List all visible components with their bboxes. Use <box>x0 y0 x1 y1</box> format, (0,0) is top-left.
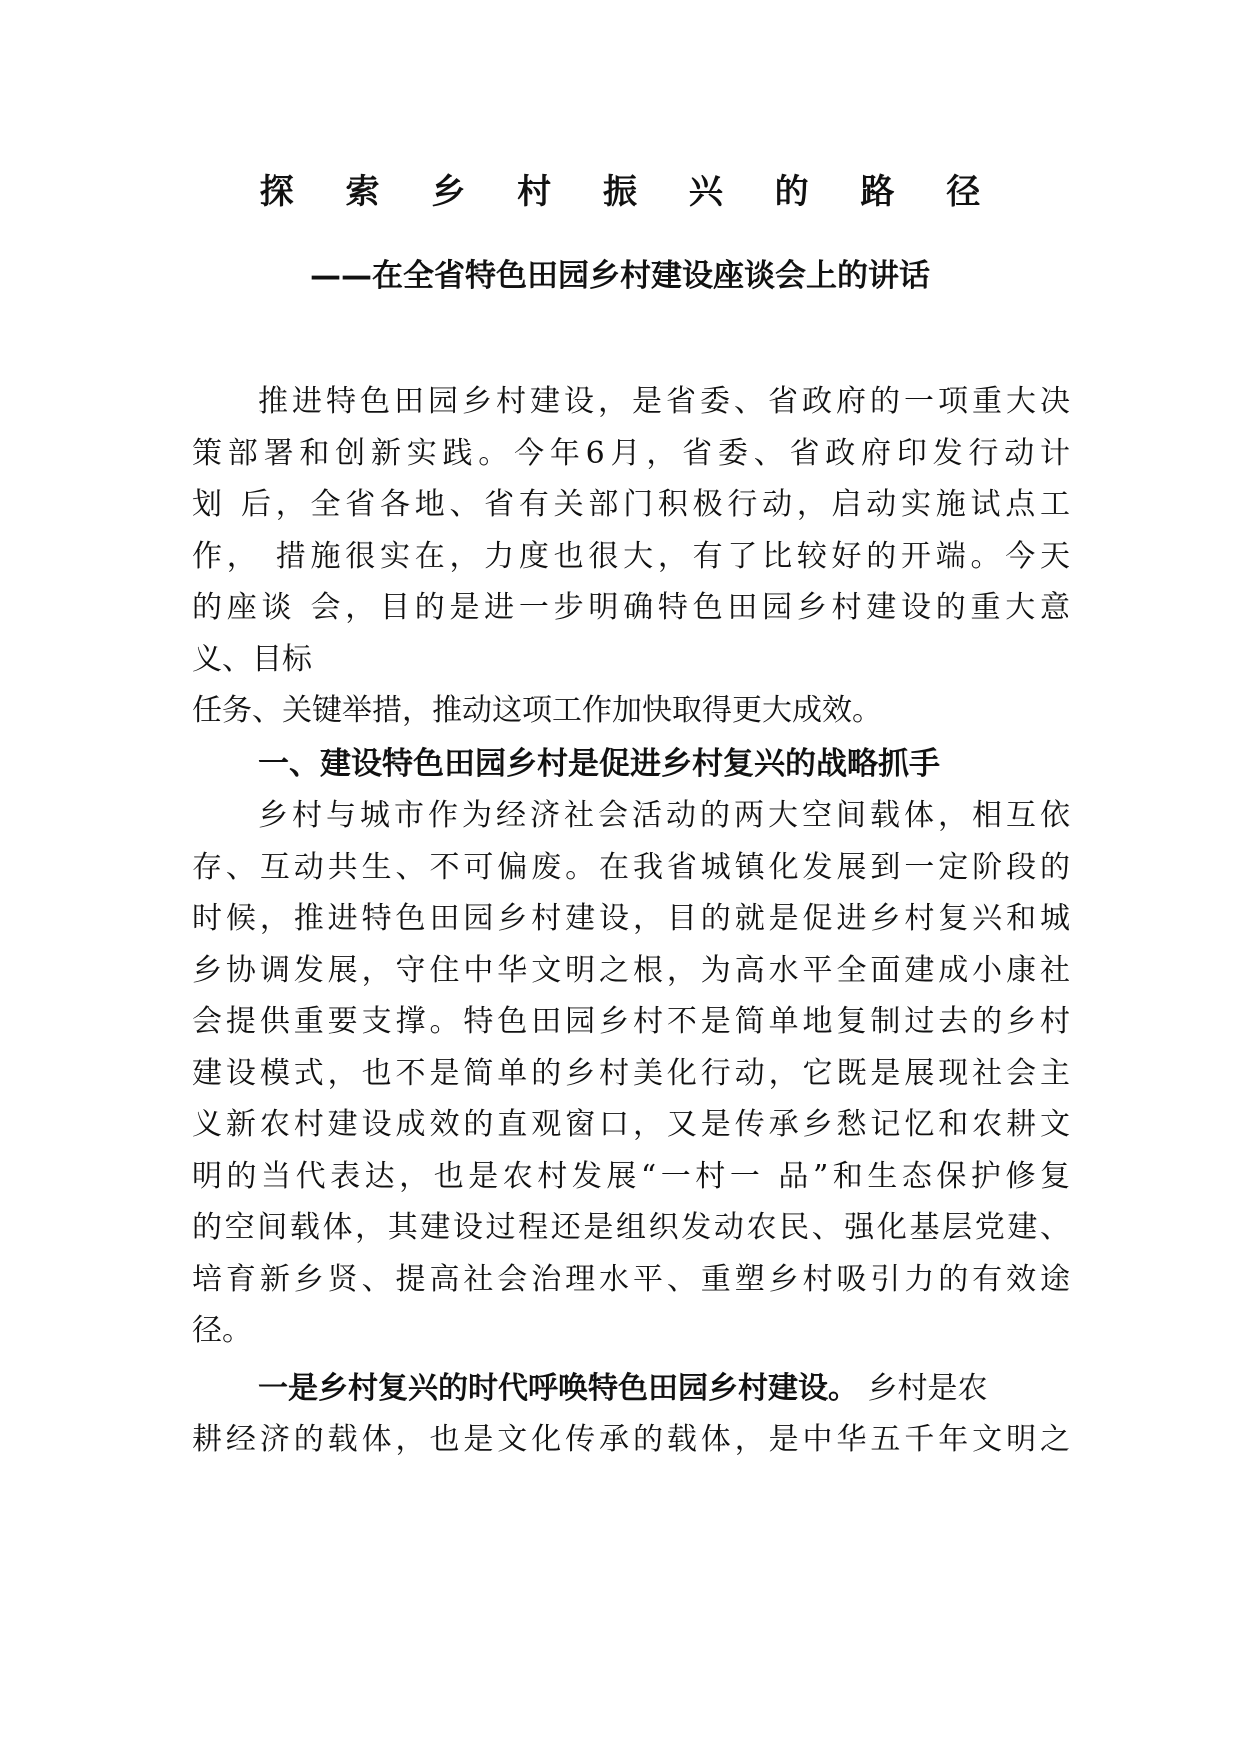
text-line: 存、互动共生、不可偏废。在我省城镇化发展到一定阶段的 <box>192 849 1070 885</box>
point-text: 乡村是农 <box>858 1370 988 1406</box>
text-line: 推进特色田园乡村建设，是省委、省政府的一项重大决 <box>258 384 1070 419</box>
text-line: 耕经济的载体，也是文化传承的载体，是中华五千年文明之 <box>192 1422 1070 1457</box>
text-line: 的座谈 会，目的是进一步明确特色田园乡村建设的重大意 <box>192 590 1070 625</box>
text-line: 任务、关键举措，推动这项工作加快取得更大成效。 <box>192 693 882 728</box>
text-line: 径。 <box>192 1313 252 1348</box>
text-line: 义、目标 <box>192 641 312 677</box>
text-line: 建设模式，也不是简单的乡村美化行动，它既是展现社会主 <box>192 1055 1070 1091</box>
section1-paragraph <box>192 790 1070 1357</box>
text-line: 明的当代表达，也是农村发展“一村一 品”和生态保护修复 <box>192 1158 1070 1194</box>
page-subtitle: ——在全省特色田园乡村建设座谈会上的讲话 <box>310 258 930 294</box>
text-line: 的空间载体，其建设过程还是组织发动农民、强化基层党建、 <box>192 1210 1070 1245</box>
text-line <box>192 1363 1070 1415</box>
text-line: 会提供重要支撑。特色田园乡村不是简单地复制过去的乡村 <box>192 1004 1070 1039</box>
section-heading: 一、建设特色田园乡村是促进乡村复兴的战略抓手 <box>258 745 940 782</box>
text-line: 划 后，全省各地、省有关部门积极行动，启动实施试点工 <box>192 487 1070 522</box>
point1-paragraph <box>192 1363 1070 1466</box>
text-line: 乡村与城市作为经济社会活动的两大空间载体，相互依 <box>258 798 1070 833</box>
text-line: 策部署和创新实践。今年6月，省委、省政府印发行动计 <box>192 435 1070 471</box>
page-title: 探 索 乡 村 振 兴 的 路 径 <box>259 172 1001 212</box>
text-line: 作， 措施很实在，力度也很大，有了比较好的开端。今天 <box>192 538 1070 574</box>
point-lead: 一是乡村复兴的时代呼唤特色田园乡村建设。 <box>258 1370 858 1406</box>
intro-paragraph <box>192 376 1070 737</box>
text-line: 义新农村建设成效的直观窗口，又是传承乡愁记忆和农耕文 <box>192 1107 1070 1142</box>
text-line: 乡协调发展，守住中华文明之根，为高水平全面建成小康社 <box>192 952 1070 988</box>
document-body <box>192 376 1070 1466</box>
text-line: 培育新乡贤、提高社会治理水平、重塑乡村吸引力的有效途 <box>192 1261 1070 1297</box>
text-line: 时候，推进特色田园乡村建设，目的就是促进乡村复兴和城 <box>192 901 1070 936</box>
